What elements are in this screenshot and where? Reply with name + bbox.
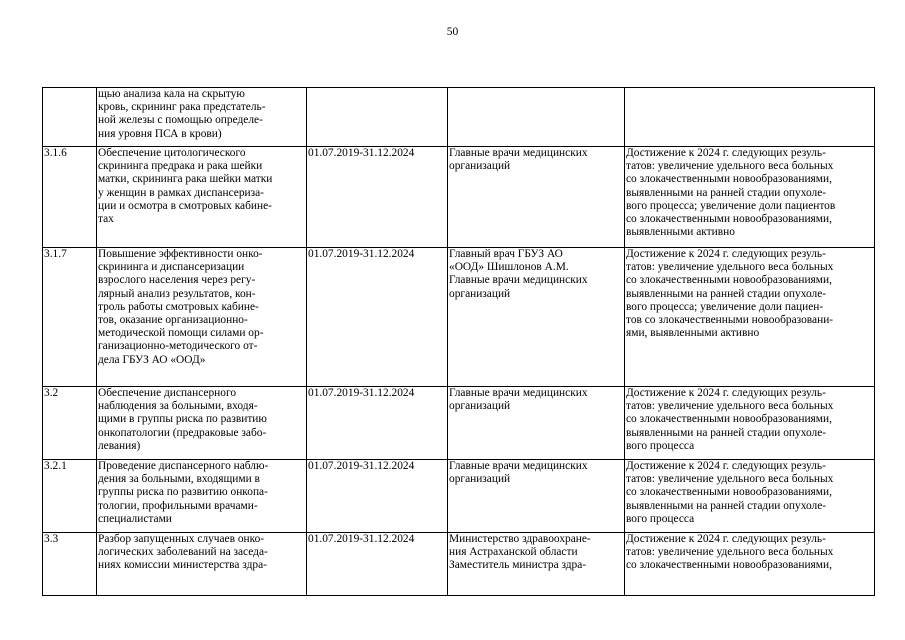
item-number: 3.2.1: [44, 460, 67, 472]
table-row: [43, 460, 875, 533]
expected-result: Достижение к 2024 г. следующих резуль- татов: увеличение удельного веса больных со злокачественными новообразованиями, выявленными на ранней стадии опухоле- вого процесса: [626, 460, 834, 525]
expected-result-cell: [625, 248, 875, 387]
deadline: 01.07.2019-31.12.2024: [308, 387, 415, 399]
item-number-cell: [43, 533, 97, 596]
responsible: Главные врачи медицинских организаций: [449, 387, 588, 413]
measure-description-cell: [97, 248, 307, 387]
measure-description-cell: [97, 387, 307, 460]
expected-result: Достижение к 2024 г. следующих резуль- татов: увеличение удельного веса больных со злокачественными новообразованиями, выявленными на ранней стадии опухоле- вого процесса: [626, 387, 834, 452]
table-row: [43, 387, 875, 460]
table-row: [43, 248, 875, 387]
deadline: 01.07.2019-31.12.2024: [308, 533, 415, 545]
responsible-cell: [448, 248, 625, 387]
responsible-cell: [448, 533, 625, 596]
page-number: 50: [446, 26, 459, 38]
measure-description: Повышение эффективности онко- скрининга и диспансеризации взрослого населения через регу- лярный анализ результатов, кон- троль работы смотровых кабине- тов, оказание организационно- методической помощи силами ор- ганизационно-методического от- дела ГБУЗ АО «ООД»: [98, 248, 264, 366]
measure-description: Разбор запущенных случаев онко- логических заболеваний на заседа- ниях комиссии министерства здра-: [98, 533, 268, 572]
table-row: [43, 88, 875, 147]
expected-result: Достижение к 2024 г. следующих резуль- татов: увеличение удельного веса больных со злокачественными новообразованиями,: [626, 533, 834, 572]
deadline-cell: [307, 460, 448, 533]
measure-description: Проведение диспансерного наблю- дения за больными, входящими в группы риска по развитию онкопа- тологии, профильными врачами- специалистами: [98, 460, 269, 525]
item-number: 3.2: [44, 387, 59, 399]
item-number: 3.3: [44, 533, 59, 545]
expected-result-cell: [625, 533, 875, 596]
item-number: 3.1.6: [44, 147, 67, 159]
item-number-cell: [43, 248, 97, 387]
deadline: 01.07.2019-31.12.2024: [308, 248, 415, 260]
measure-description: Обеспечение диспансерного наблюдения за больными, входя- щими в группы риска по развитию онкопатологии (предраковые забо- левания): [98, 387, 267, 452]
responsible-cell: [448, 88, 625, 147]
item-number: 3.1.7: [44, 248, 67, 260]
measure-description-cell: [97, 147, 307, 248]
deadline: 01.07.2019-31.12.2024: [308, 460, 415, 472]
responsible-cell: [448, 147, 625, 248]
measure-description-cell: [97, 88, 307, 147]
deadline-cell: [307, 88, 448, 147]
deadline-cell: [307, 248, 448, 387]
measure-description-cell: [97, 460, 307, 533]
responsible: Главный врач ГБУЗ АО «ООД» Шишлонов А.М. Главные врачи медицинских организаций: [449, 248, 588, 300]
expected-result-cell: [625, 460, 875, 533]
expected-result: Достижение к 2024 г. следующих резуль- татов: увеличение удельного веса больных со злокачественными новообразованиями, выявленными на ранней стадии опухоле- вого процесса; увеличение доли пациентов со злокачественными новообразованиями, выявленными активно: [626, 147, 836, 239]
item-number-cell: [43, 88, 97, 147]
measure-description: щью анализа кала на скрытую кровь, скрининг рака предстатель- ной железы с помощью определе- ния уровня ПСА в крови): [98, 88, 266, 140]
responsible-cell: [448, 387, 625, 460]
deadline-cell: [307, 387, 448, 460]
item-number-cell: [43, 387, 97, 460]
responsible-cell: [448, 460, 625, 533]
item-number-cell: [43, 460, 97, 533]
deadline-cell: [307, 533, 448, 596]
responsible: Главные врачи медицинских организаций: [449, 460, 588, 486]
expected-result-cell: [625, 387, 875, 460]
expected-result-cell: [625, 88, 875, 147]
deadline: 01.07.2019-31.12.2024: [308, 147, 415, 159]
measure-description-cell: [97, 533, 307, 596]
responsible: Главные врачи медицинских организаций: [449, 147, 588, 173]
measure-description: Обеспечение цитологического скрининга предрака и рака шейки матки, скрининга рака шейки матки у женщин в рамках диспансериза- ции и осмотра в смотровых кабине- тах: [98, 147, 273, 226]
expected-result: Достижение к 2024 г. следующих резуль- татов: увеличение удельного веса больных со злокачественными новообразованиями, выявленными на ранней стадии опухоле- вого процесса; увеличение доли пациен- тов со злокачественными новообразовани- ями, выявленными активно: [626, 248, 834, 340]
measures-table: [42, 87, 875, 596]
table-row: [43, 147, 875, 248]
table-row: [43, 533, 875, 596]
item-number-cell: [43, 147, 97, 248]
expected-result-cell: [625, 147, 875, 248]
responsible: Министерство здравоохране- ния Астраханской области Заместитель министра здра-: [449, 533, 591, 572]
deadline-cell: [307, 147, 448, 248]
